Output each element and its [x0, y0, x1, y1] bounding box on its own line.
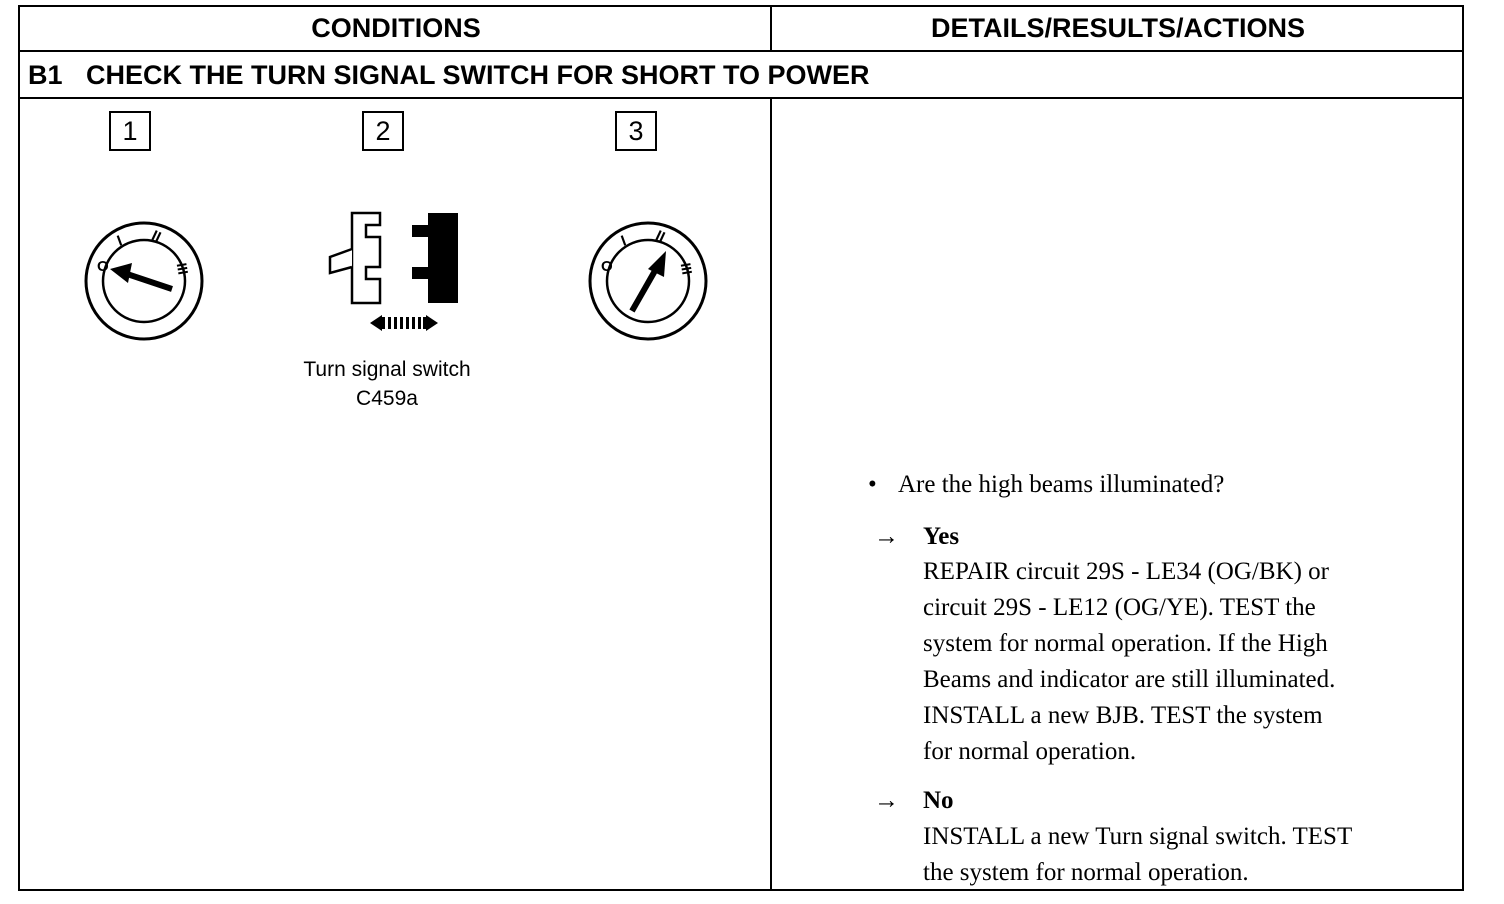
ignition-off-icon	[82, 219, 206, 343]
step-box-2: 2	[362, 111, 404, 151]
yes-arrow-icon: →	[874, 523, 899, 550]
connector-icon	[322, 213, 462, 343]
step-divider	[20, 97, 1464, 99]
no-action	[923, 819, 1352, 891]
step-title-row	[28, 53, 870, 99]
question-text: Are the high beams illuminated?	[898, 471, 1225, 498]
ignition-label-start: III	[173, 261, 192, 276]
no-label: No	[923, 787, 954, 814]
no-action-line: INSTALL a new Turn signal switch. TEST	[923, 823, 1353, 850]
ignition-label-off: O	[601, 258, 613, 275]
ignition-label-acc: I	[114, 232, 125, 250]
ignition-label-run: II	[148, 227, 164, 247]
header-column-divider	[770, 7, 772, 52]
yes-action-line: circuit 29S - LE12 (OG/YE). TEST the	[923, 594, 1316, 621]
step-id: B1	[28, 60, 63, 90]
step-box-1: 1	[109, 111, 151, 151]
ignition-run-icon	[586, 219, 710, 343]
key-pointer	[632, 269, 656, 311]
no-action-line: the system for normal operation.	[923, 859, 1249, 886]
yes-action-line: REPAIR circuit 29S - LE34 (OG/BK) or	[923, 558, 1329, 585]
ignition-label-run: II	[652, 227, 668, 247]
connector-caption-name: Turn signal switch	[303, 358, 471, 381]
yes-action-line: for normal operation.	[923, 738, 1137, 765]
yes-action	[923, 554, 1335, 770]
ignition-label-start: III	[677, 261, 696, 276]
column-divider	[770, 99, 772, 891]
yes-action-line: system for normal operation. If the High	[923, 630, 1328, 657]
key-pointer	[127, 274, 172, 289]
key-arrowhead	[110, 263, 132, 283]
mate-arrow-icon	[370, 315, 438, 331]
step-title: CHECK THE TURN SIGNAL SWITCH FOR SHORT TO POWER	[86, 60, 870, 90]
no-arrow-icon: →	[874, 787, 899, 814]
conditions-header: CONDITIONS	[311, 13, 481, 43]
connector-caption-id: C459a	[356, 387, 418, 410]
step-box-3: 3	[615, 111, 657, 151]
connector-caption	[262, 355, 512, 413]
diagnostic-table	[18, 5, 1464, 891]
yes-action-line: INSTALL a new BJB. TEST the system	[923, 702, 1323, 729]
bullet-icon: •	[868, 471, 877, 498]
yes-label: Yes	[923, 523, 960, 550]
ignition-label-acc: I	[618, 232, 629, 250]
ignition-label-off: O	[97, 258, 109, 275]
yes-action-line: Beams and indicator are still illuminated.	[923, 666, 1336, 693]
details-header: DETAILS/RESULTS/ACTIONS	[930, 13, 1305, 43]
header-divider	[20, 50, 1464, 52]
